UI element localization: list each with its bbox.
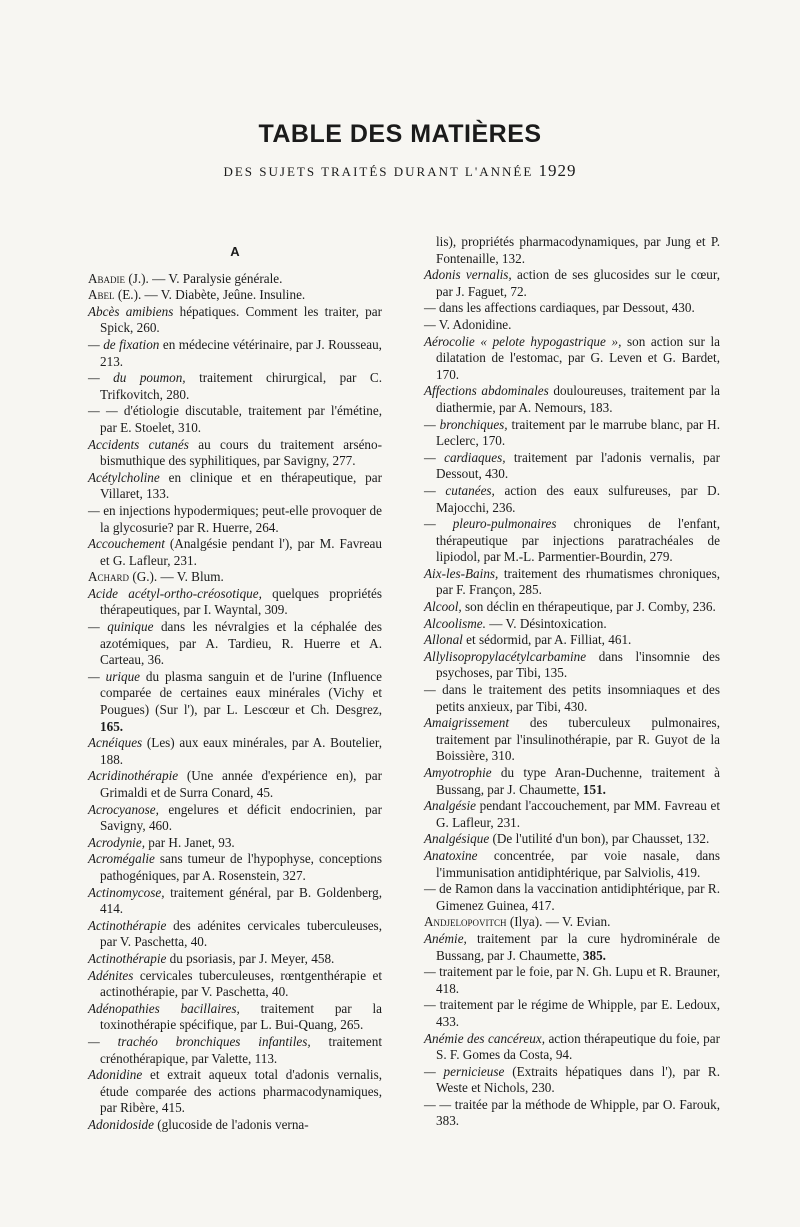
entry-text: du type Aran-Duchenne, traitement à Bussang, par J. Chaumette,	[436, 765, 720, 797]
entry-text: au cours du traitement arséno-bismuthique des syphilitiques, par Savigny, 277.	[100, 436, 383, 469]
entry-heading: Alcool,	[424, 599, 462, 615]
index-entry	[424, 914, 720, 931]
entry-text: des adénites cervicales tuberculeuses, par V. Paschetta, 40.	[100, 917, 382, 950]
section-letter: A	[230, 244, 240, 259]
index-entry	[88, 669, 382, 735]
entry-text: traitement par le foie, par N. Gh. Lupu et R. Brauner, 418.	[435, 964, 720, 996]
right-entry-list	[424, 234, 720, 1130]
entry-heading: Actinothérapie	[88, 950, 167, 966]
entry-heading: — cardiaques,	[424, 449, 506, 465]
entry-heading: — cutanées,	[424, 482, 495, 498]
index-entry	[88, 437, 382, 470]
page-subtitle	[0, 161, 800, 181]
entry-heading: Adénopathies bacillaires,	[88, 1000, 240, 1016]
entry-text: en médecine vétérinaire, par J. Rousseau, 213.	[100, 336, 382, 369]
entry-text: par H. Janet, 93.	[145, 834, 235, 850]
entry-text: V. Adonidine.	[435, 316, 512, 332]
entry-page-number: 165.	[100, 718, 124, 734]
index-entry	[424, 234, 720, 267]
entry-heading: Acrocyanose,	[88, 801, 159, 817]
entry-heading: Analgésie	[424, 798, 477, 814]
entry-heading: —	[424, 881, 436, 897]
entry-text: quelques propriétés thérapeutiques, par I. Wayntal, 309.	[100, 585, 382, 618]
index-entry	[424, 483, 720, 516]
entry-text: des tuberculeux pulmonaires, traitement par l'insulinothérapie, par R. Guyot de la Boissière, 310.	[436, 715, 720, 764]
entry-text: traitement général, par B. Goldenberg, 414.	[100, 884, 382, 917]
entry-text: du plasma sanguin et de l'urine (Influence comparée de certaines eaux minérales (Vichy et Pougues) (Sur l'), par L. Lescœur et Ch. Desgrez,	[100, 668, 382, 718]
entry-text: (Les) aux eaux minérales, par A. Boutelier, 188.	[100, 735, 382, 767]
page-title: TABLE DES MATIÈRES	[258, 120, 542, 148]
entry-text: lis), propriétés pharmacodynamiques, par Jung et P. Fontenaille, 132.	[436, 234, 720, 266]
index-entry	[424, 450, 720, 483]
entry-text: d'étiologie discutable, traitement par l'émétine, par E. Stoelet, 310.	[100, 403, 383, 435]
entry-heading: Adonidoside	[88, 1116, 154, 1132]
index-entry	[88, 470, 382, 503]
index-entry	[88, 835, 382, 852]
entry-heading: Achard	[88, 569, 130, 585]
entry-text: concentrée, par voie nasale, dans l'immunisation antidiphtérique, par Salviolis, 419.	[436, 847, 720, 880]
entry-heading: Adonidine	[88, 1067, 143, 1083]
entry-heading: Acrodynie,	[88, 834, 145, 850]
entry-text: traitement par la cure hydrominérale de Bussang, par J. Chaumette,	[436, 930, 720, 963]
index-entry	[88, 968, 382, 1001]
entry-heading: Acnéiques	[88, 735, 143, 751]
index-entry	[88, 569, 382, 586]
entry-heading: Aérocolie « pelote hypogastrique »,	[424, 333, 622, 349]
entry-heading: —	[88, 502, 100, 518]
index-entry	[424, 516, 720, 566]
entry-text: (De l'utilité d'un bon), par Chausset, 132.	[489, 831, 710, 847]
index-entry	[88, 1034, 382, 1067]
entry-heading: Acromégalie	[88, 851, 155, 867]
entry-heading: Amaigrissement	[424, 715, 509, 731]
entry-heading: — pleuro-pulmonaires	[424, 516, 557, 532]
index-entry	[424, 317, 720, 334]
entry-text: en clinique et en thérapeutique, par Villaret, 133.	[100, 469, 382, 502]
entry-text: traitement par le régime de Whipple, par E. Ledoux, 433.	[435, 997, 720, 1029]
entry-text: et sédormid, par A. Filliat, 461.	[462, 632, 632, 648]
index-entry	[88, 1117, 382, 1134]
index-entry	[424, 300, 720, 317]
entry-heading: Alcoolisme.	[424, 615, 486, 631]
index-entry	[88, 619, 382, 669]
index-entry	[88, 503, 382, 536]
entry-text: en injections hypodermiques; peut-elle provoquer de la glycosurie? par R. Huerre, 264.	[99, 502, 382, 535]
entry-heading: —	[424, 682, 436, 698]
entry-heading: Aix-les-Bains,	[424, 565, 499, 581]
entry-heading: Allonal	[424, 632, 463, 648]
entry-text: pendant l'accouchement, par MM. Favreau et G. Lafleur, 231.	[436, 798, 720, 830]
index-entry	[88, 1067, 382, 1117]
index-entry	[88, 735, 382, 768]
entry-heading: Analgésique	[424, 831, 490, 847]
entry-heading: Adénites	[88, 967, 134, 983]
index-entry	[424, 964, 720, 997]
entry-heading: Anémie,	[424, 930, 467, 946]
entry-heading: Accouchement	[88, 536, 165, 552]
index-entry	[424, 417, 720, 450]
index-entry	[424, 798, 720, 831]
entry-text: (E.). — V. Diabète, Jeûne. Insuline.	[114, 287, 306, 303]
entry-text: sans tumeur de l'hypophyse, conceptions pathogéniques, par A. Rosenstein, 327.	[100, 851, 382, 883]
entry-text: (Extraits hépatiques dans l'), par R. Weste et Nichols, 230.	[436, 1063, 721, 1096]
index-entry	[424, 649, 720, 682]
entry-page-number: 385.	[582, 947, 606, 963]
index-entry	[88, 918, 382, 951]
entry-text: traitement par la toxinothérapie spécifique, par L. Bui-Quang, 265.	[100, 1000, 382, 1033]
index-entry	[424, 931, 720, 964]
entry-text: action thérapeutique du foie, par S. F. Gomes da Costa, 94.	[436, 1030, 721, 1063]
entry-heading: —	[424, 300, 436, 316]
left-column	[88, 244, 382, 1133]
entry-text: engelures et déficit endocrinien, par Savigny, 460.	[100, 801, 382, 834]
index-entry	[424, 715, 720, 765]
entry-text: action de ses glucosides sur le cœur, par J. Faguet, 72.	[436, 267, 720, 299]
entry-heading: — du poumon,	[88, 370, 186, 386]
index-entry	[88, 885, 382, 918]
entry-text: chroniques de l'enfant, thérapeutique par injections paratrachéales de lipiodol, par M.-L. Parmentier-Bourdin, 279.	[436, 516, 720, 565]
entry-text: du psoriasis, par J. Meyer, 458.	[166, 950, 335, 966]
index-entry	[88, 337, 382, 370]
subtitle-year: 1929	[538, 161, 577, 180]
entry-text: traitée par la méthode de Whipple, par O. Farouk, 383.	[436, 1096, 720, 1129]
entry-heading: — —	[424, 1096, 452, 1112]
entry-heading: —	[424, 997, 436, 1013]
entry-heading: — trachéo bronchiques infantiles,	[88, 1033, 311, 1049]
entry-text: son action sur la dilatation de l'estomac, par G. Leven et G. Bardet, 170.	[436, 333, 720, 382]
entry-heading: Acide acétyl-ortho-créosotique,	[88, 585, 262, 601]
index-entry	[88, 370, 382, 403]
entry-text: dans les affections cardiaques, par Dessout, 430.	[435, 300, 695, 316]
entry-text: (J.). — V. Paralysie générale.	[125, 270, 283, 286]
index-entry	[88, 768, 382, 801]
entry-text: cervicales tuberculeuses, rœntgenthérapie et actinothérapie, par V. Paschetta, 40.	[100, 967, 382, 1000]
entry-heading: Andjelopovitch	[424, 914, 507, 930]
index-entry	[424, 848, 720, 881]
entry-text: (glucoside de l'adonis verna-	[153, 1116, 309, 1132]
entry-text: traitement par le marrube blanc, par H. Leclerc, 170.	[436, 416, 720, 449]
index-entry	[88, 403, 382, 436]
entry-heading: Acétylcholine	[88, 469, 160, 485]
right-column	[424, 234, 720, 1130]
entry-heading: —	[424, 316, 436, 332]
index-entry	[424, 765, 720, 798]
entry-heading: Abadie	[88, 270, 126, 286]
entry-text: traitement par l'adonis vernalis, par Dessout, 430.	[436, 449, 720, 482]
index-entry	[424, 632, 720, 649]
entry-heading: Acridinothérapie	[88, 768, 179, 784]
index-entry	[88, 851, 382, 884]
entry-text: traitement crénothérapique, par Valette, 113.	[100, 1033, 382, 1066]
entry-heading: Abel	[88, 287, 115, 303]
index-entry	[88, 1001, 382, 1034]
entry-text: (Analgésie pendant l'), par M. Favreau et G. Lafleur, 231.	[100, 536, 382, 568]
entry-text: son déclin en thérapeutique, par J. Comby, 236.	[461, 599, 716, 615]
entry-heading: — quinique	[88, 619, 154, 635]
index-entry	[424, 334, 720, 384]
index-entry	[424, 383, 720, 416]
index-entry	[424, 566, 720, 599]
entry-text: traitement chirurgical, par C. Trifkovitch, 280.	[100, 370, 382, 402]
entry-heading: Anatoxine	[424, 847, 478, 863]
index-entry	[88, 802, 382, 835]
index-entry	[424, 1031, 720, 1064]
index-entry	[424, 831, 720, 848]
entry-heading: Adonis vernalis,	[424, 267, 512, 283]
index-entry	[88, 271, 382, 288]
index-entry	[88, 951, 382, 968]
entry-heading: —	[424, 964, 436, 980]
entry-heading: Actinothérapie	[88, 917, 167, 933]
entry-heading: Actinomycose,	[88, 884, 165, 900]
index-entry	[424, 1064, 720, 1097]
entry-text: dans le traitement des petits insomniaques et des petits anxieux, par Tibi, 430.	[435, 682, 720, 714]
entry-text: action des eaux sulfureuses, par D. Majocchi, 236.	[436, 482, 720, 515]
entry-heading: — pernicieuse	[424, 1063, 505, 1079]
entry-heading: Allylisopropylacétylcarbamine	[424, 648, 587, 664]
left-entry-list	[88, 271, 382, 1134]
index-entry	[424, 682, 720, 715]
entry-text: (Ilya). — V. Evian.	[506, 914, 611, 930]
entry-heading: Abcès amibiens	[88, 303, 174, 319]
entry-text: — V. Désintoxication.	[485, 615, 607, 631]
index-entry	[424, 881, 720, 914]
entry-heading: — bronchiques,	[424, 416, 508, 432]
index-entry	[424, 599, 720, 616]
entry-text: et extrait aqueux total d'adonis vernalis, étude comparée des actions pharmacodynamiques, par Ribère, 415.	[100, 1067, 382, 1116]
entry-heading: Affections abdominales	[424, 383, 549, 399]
entry-heading: Anémie des cancéreux,	[424, 1030, 545, 1046]
entry-text: douloureuses, traitement par la diathermie, par A. Nemours, 183.	[436, 383, 721, 415]
entry-text: dans l'insomnie des psychoses, par Tibi, 135.	[436, 648, 720, 681]
entry-text: (Une année d'expérience en), par Grimaldi et de Surra Conard, 45.	[100, 768, 382, 800]
entry-heading: Accidents cutanés	[88, 436, 189, 452]
index-entry	[424, 616, 720, 633]
index-entry	[424, 267, 720, 300]
subtitle-text: DES SUJETS TRAITÉS DURANT L'ANNÉE	[223, 164, 534, 179]
entry-page-number: 151.	[582, 781, 606, 797]
entry-heading: Amyotrophie	[424, 765, 492, 780]
entry-text: hépatiques. Comment les traiter, par Spick, 260.	[100, 303, 383, 336]
index-entry	[88, 287, 382, 304]
index-entry	[88, 586, 382, 619]
entry-heading: — de fixation	[88, 336, 160, 352]
index-entry	[424, 1097, 720, 1130]
entry-heading: — —	[88, 403, 118, 419]
entry-text: (G.). — V. Blum.	[129, 569, 224, 585]
entry-text: traitement des rhumatismes chroniques, par F. Françon, 285.	[436, 565, 720, 598]
index-entry	[88, 304, 382, 337]
entry-text: de Ramon dans la vaccination antidiphtérique, par R. Gimenez Guinea, 417.	[435, 881, 720, 913]
index-entry	[424, 997, 720, 1030]
entry-heading: — urique	[88, 668, 141, 684]
index-entry	[88, 536, 382, 569]
entry-text: dans les névralgies et la céphalée des azotémiques, par A. Tardieu, R. Huerre et A. Carteau, 36.	[100, 619, 382, 668]
